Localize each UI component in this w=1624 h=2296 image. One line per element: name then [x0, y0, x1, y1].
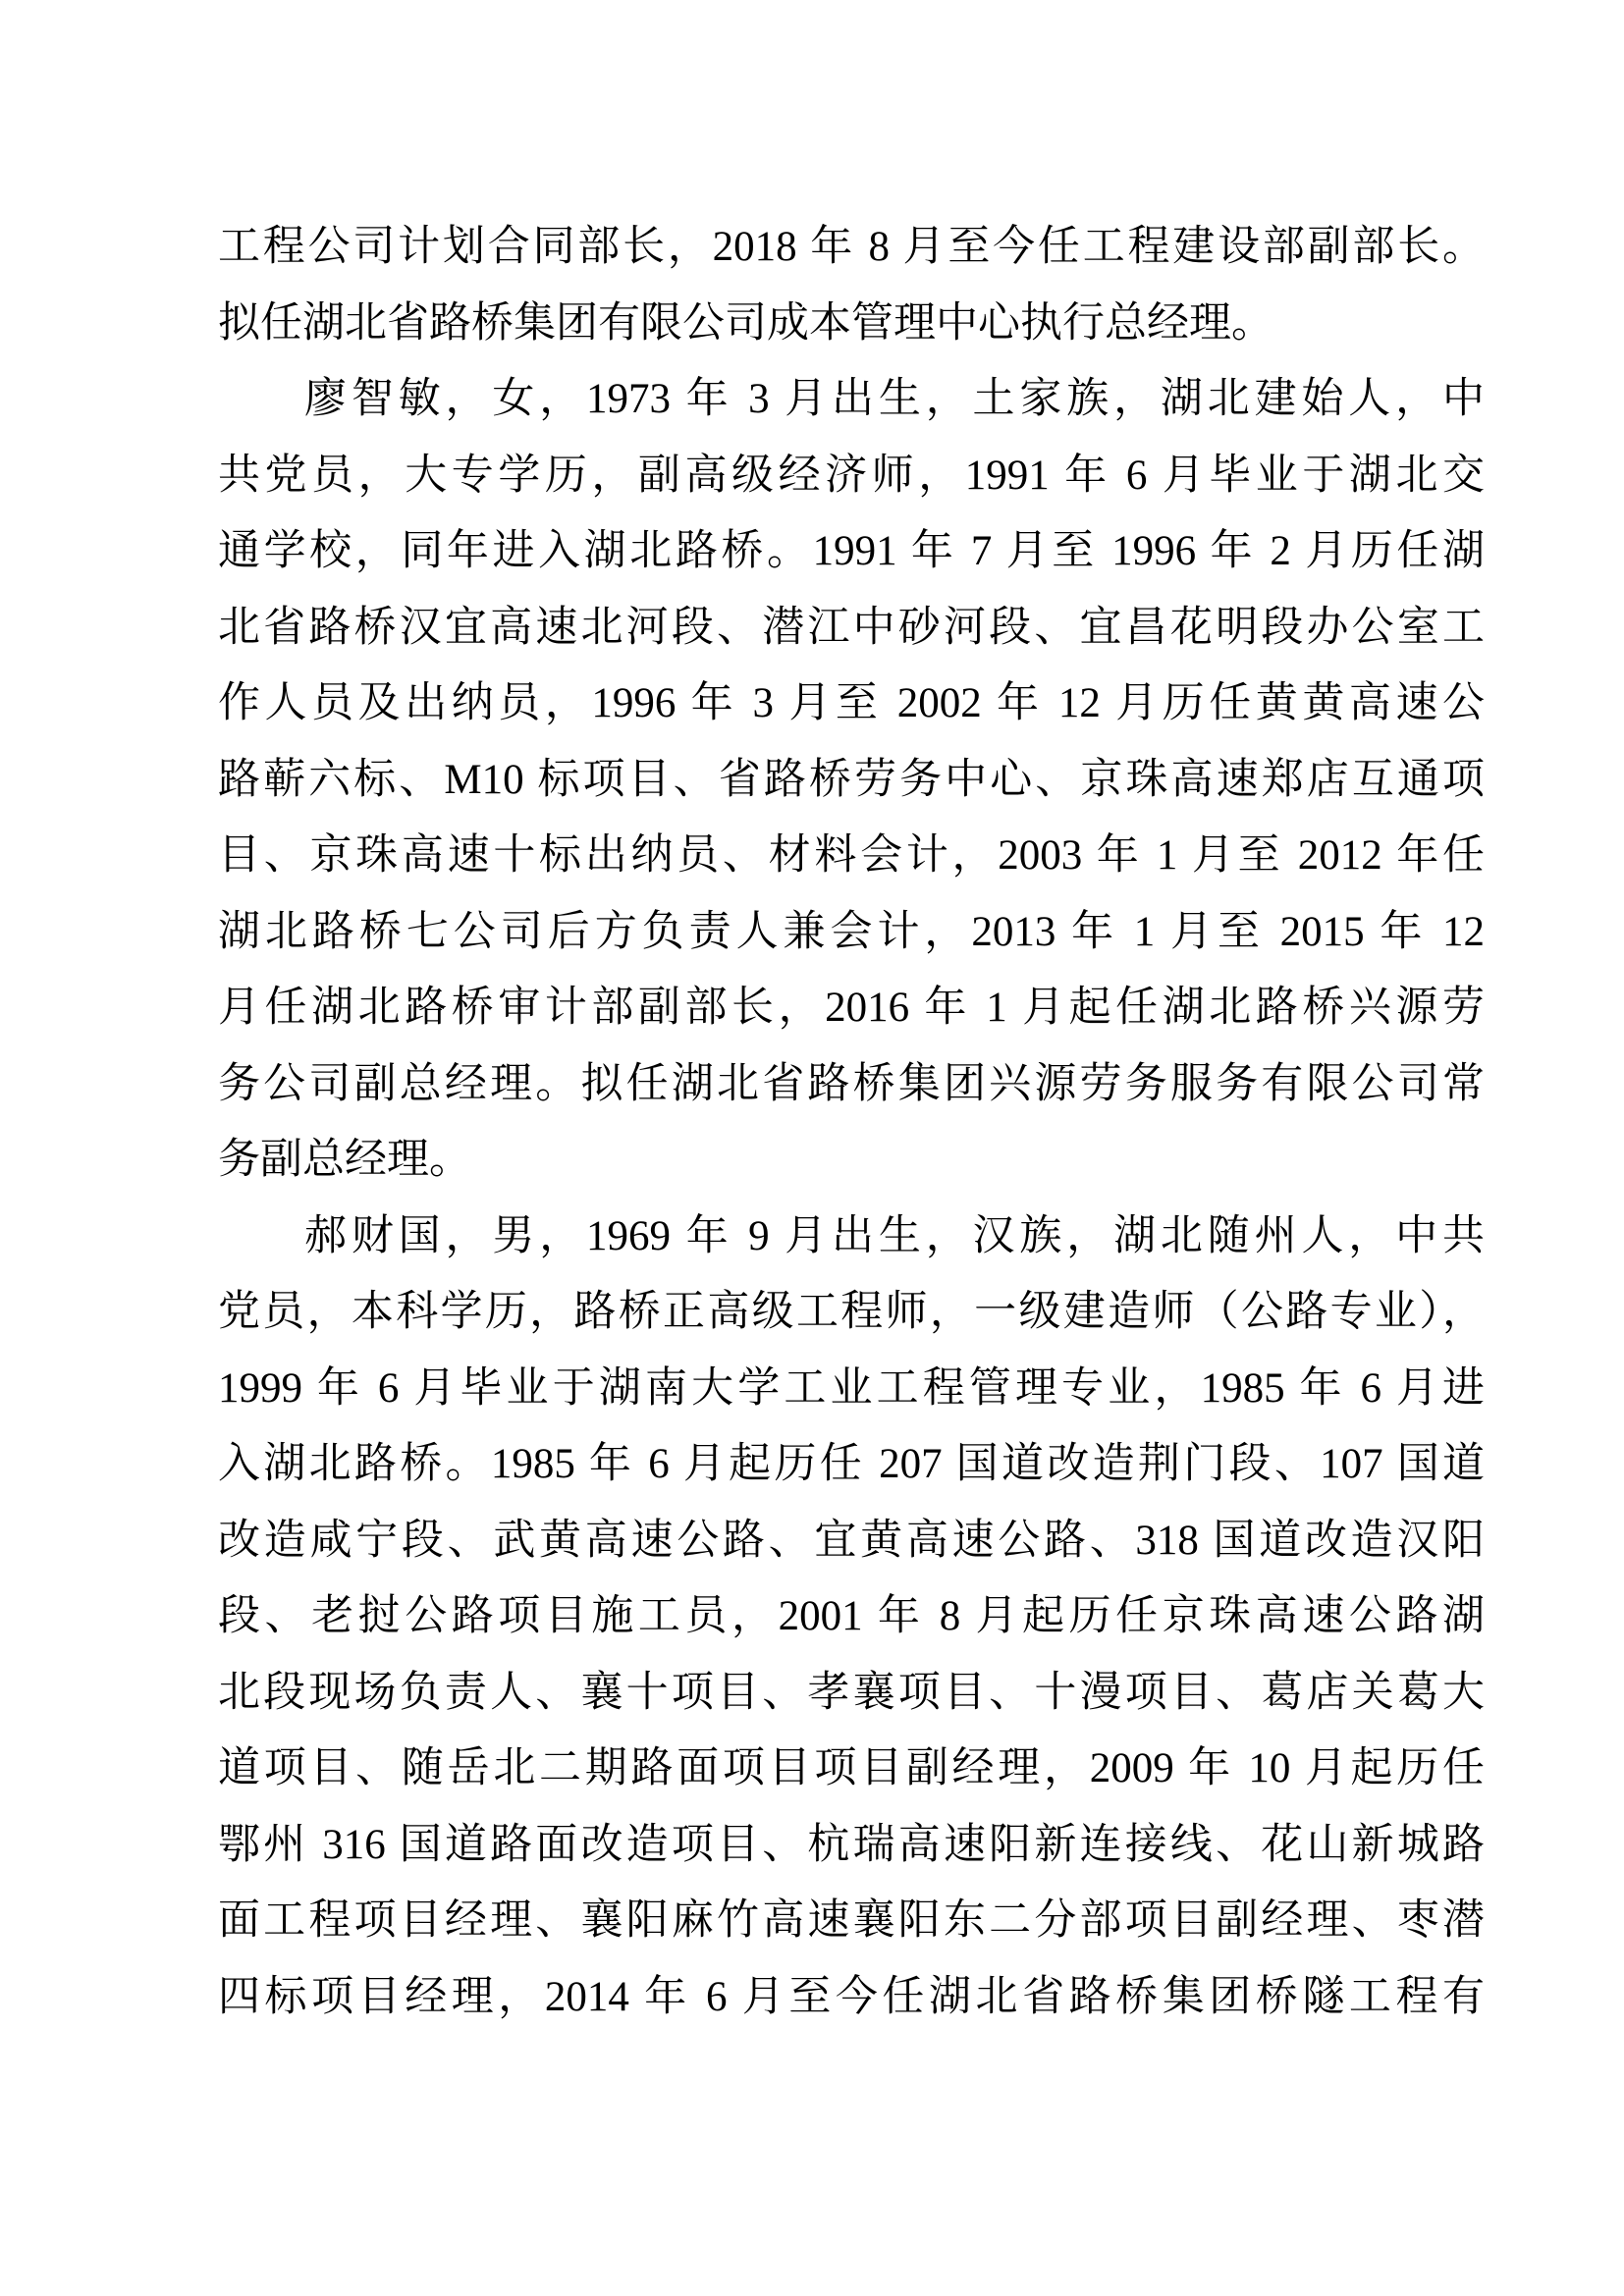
- text-line: 北省路桥汉宜高速北河段、潜江中砂河段、宜昌花明段办公室工: [218, 604, 1485, 651]
- text-line: 1999 年 6 月毕业于湖南大学工业工程管理专业，1985 年 6 月进: [218, 1364, 1485, 1412]
- text-line: 拟任湖北省路桥集团有限公司成本管理中心执行总经理。: [218, 299, 1273, 347]
- text-line: 面工程项目经理、襄阳麻竹高速襄阳东二分部项目副经理、枣潜: [218, 1897, 1485, 1944]
- text-line: 作人员及出纳员，1996 年 3 月至 2002 年 12 月历任黄黄高速公: [218, 680, 1485, 726]
- text-line: 月任湖北路桥审计部副部长，2016 年 1 月起任湖北路桥兴源劳: [218, 985, 1485, 1031]
- text-line: 北段现场负责人、襄十项目、孝襄项目、十漫项目、葛店关葛大: [218, 1669, 1485, 1716]
- text-line: 工程公司计划合同部长，2018 年 8 月至今任工程建设部副部长。: [218, 224, 1485, 270]
- text-line: 入湖北路桥。1985 年 6 月起历任 207 国道改造荆门段、107 国道: [218, 1441, 1485, 1487]
- text-line: 目、京珠高速十标出纳员、材料会计，2003 年 1 月至 2012 年任: [218, 832, 1485, 879]
- text-line: 段、老挝公路项目施工员，2001 年 8 月起历任京珠高速公路湖: [218, 1593, 1485, 1639]
- text-line: 务副总经理。: [218, 1137, 471, 1183]
- text-line: 郝财国，男，1969 年 9 月出生，汉族，湖北随州人，中共: [304, 1212, 1485, 1259]
- text-line: 路蕲六标、M10 标项目、省路桥劳务中心、京珠高速郑店互通项: [218, 756, 1485, 803]
- text-line: 党员，本科学历，路桥正高级工程师，一级建造师（公路专业），: [218, 1289, 1485, 1335]
- text-line: 四标项目经理，2014 年 6 月至今任湖北省路桥集团桥隧工程有: [218, 1973, 1485, 2020]
- text-line: 湖北路桥七公司后方负责人兼会计，2013 年 1 月至 2015 年 12: [218, 908, 1485, 955]
- text-line: 共党员，大专学历，副高级经济师，1991 年 6 月毕业于湖北交: [218, 452, 1485, 499]
- text-line: 廖智敏，女，1973 年 3 月出生，土家族，湖北建始人，中: [304, 376, 1485, 422]
- text-block: [218, 209, 1485, 2035]
- text-line: 务公司副总经理。拟任湖北省路桥集团兴源劳务服务有限公司常: [218, 1060, 1485, 1107]
- text-line: 通学校，同年进入湖北路桥。1991 年 7 月至 1996 年 2 月历任湖: [218, 528, 1485, 574]
- text-line: 改造咸宁段、武黄高速公路、宜黄高速公路、318 国道改造汉阳: [218, 1517, 1485, 1564]
- text-line: 道项目、随岳北二期路面项目项目副经理，2009 年 10 月起历任: [218, 1745, 1485, 1791]
- text-line: 鄂州 316 国道路面改造项目、杭瑞高速阳新连接线、花山新城路: [218, 1821, 1485, 1868]
